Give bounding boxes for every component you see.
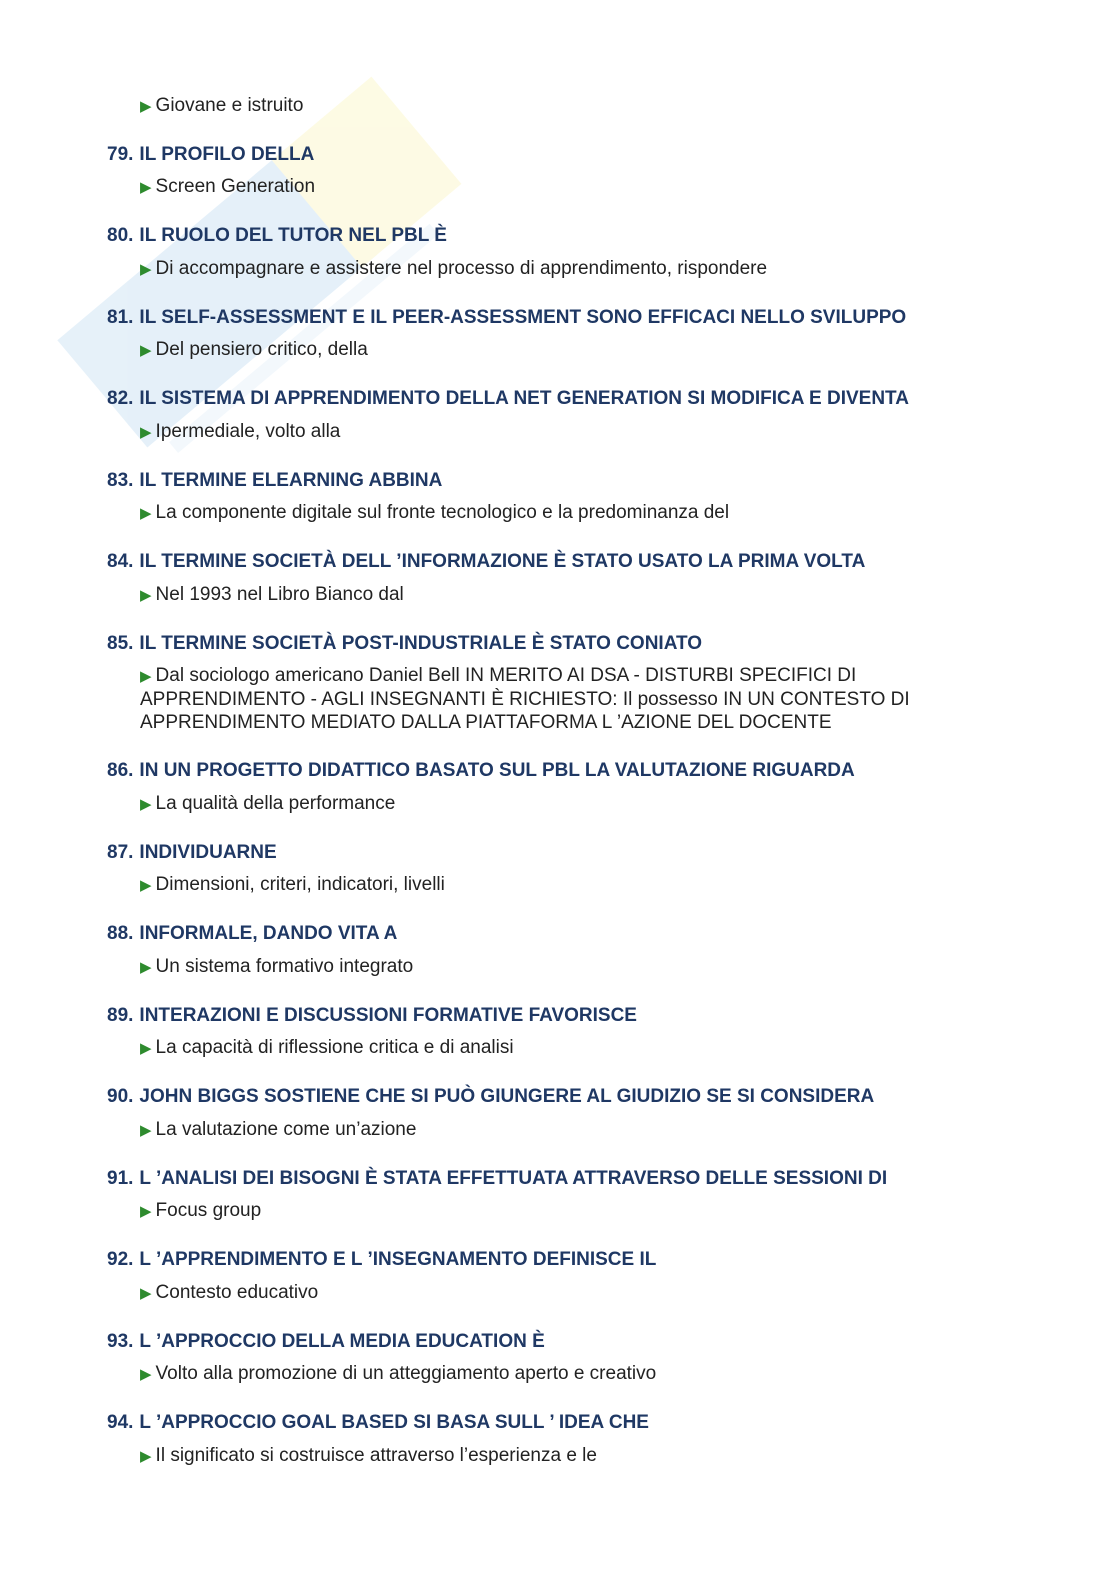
answer xyxy=(0,252,1116,281)
question-number: 89. xyxy=(107,1004,134,1026)
question-number: 86. xyxy=(107,760,134,781)
bullet-triangle-icon: ▶ xyxy=(140,505,152,522)
question-heading xyxy=(0,837,1116,869)
answer xyxy=(0,89,1116,118)
bullet-triangle-icon: ▶ xyxy=(140,1203,152,1220)
question-heading xyxy=(0,465,1116,497)
question-text: JOHN BIGGS SOSTIENE CHE SI PUÒ GIUNGERE AL GIUDIZIO SE SI CONSIDERA xyxy=(139,1086,875,1107)
answer-text: La capacità di riflessione critica e di analisi xyxy=(155,1037,514,1058)
question-heading xyxy=(0,918,1116,950)
question-heading xyxy=(0,755,1116,787)
question-number: 80. xyxy=(107,225,134,246)
answer xyxy=(0,1358,1116,1387)
question-heading xyxy=(0,139,1116,171)
question-number: 85. xyxy=(107,632,134,654)
question-number: 83. xyxy=(107,469,134,491)
answer xyxy=(0,334,1116,363)
question-text: INFORMALE, DANDO VITA A xyxy=(139,923,398,944)
question-text: IN UN PROGETTO DIDATTICO BASATO SUL PBL LA VALUTAZIONE RIGUARDA xyxy=(139,760,855,781)
bullet-triangle-icon: ▶ xyxy=(140,795,152,813)
bullet-triangle-icon: ▶ xyxy=(140,1121,152,1139)
answer-text: Contesto educativo xyxy=(155,1281,319,1303)
question-heading xyxy=(0,383,1116,415)
answer-text: Ipermediale, volto alla xyxy=(155,420,341,442)
answer-text: Il significato si costruisce attraverso l’esperienza e le xyxy=(155,1444,597,1466)
answer-text: Un sistema formativo integrato xyxy=(155,955,414,977)
answer xyxy=(0,497,1116,526)
question-number: 94. xyxy=(107,1412,134,1433)
question-text: INTERAZIONI E DISCUSSIONI FORMATIVE FAVORISCE xyxy=(139,1004,637,1026)
question-text: INDIVIDUARNE xyxy=(139,841,277,863)
answer-text: Di accompagnare e assistere nel processo di apprendimento, rispondere xyxy=(155,257,768,279)
question-text: IL PROFILO DELLA xyxy=(139,143,315,165)
question-heading xyxy=(0,1244,1116,1276)
question-number: 93. xyxy=(107,1330,134,1352)
bullet-triangle-icon: ▶ xyxy=(140,668,152,685)
question-number: 82. xyxy=(107,388,134,409)
answer xyxy=(0,1439,1116,1468)
document-body xyxy=(0,89,1116,1489)
question-number: 90. xyxy=(107,1086,134,1107)
question-list xyxy=(0,139,1116,1468)
answer xyxy=(0,578,1116,607)
question-text: IL TERMINE ELEARNING ABBINA xyxy=(139,469,443,491)
answer-text: La valutazione come un’azione xyxy=(155,1118,417,1140)
answer-text: Screen Generation xyxy=(155,176,316,197)
question-text: IL TERMINE SOCIETÀ POST-INDUSTRIALE È STATO CONIATO xyxy=(139,632,703,654)
answer xyxy=(0,415,1116,444)
question-text: IL SISTEMA DI APPRENDIMENTO DELLA NET GENERATION SI MODIFICA E DIVENTA xyxy=(139,388,909,409)
bullet-triangle-icon: ▶ xyxy=(140,97,152,115)
answer-text: Giovane e istruito xyxy=(155,94,304,116)
bullet-triangle-icon: ▶ xyxy=(140,1366,152,1383)
bullet-triangle-icon: ▶ xyxy=(140,423,152,441)
question-number: 91. xyxy=(107,1167,134,1189)
answer xyxy=(0,660,1116,735)
question-number: 87. xyxy=(107,841,134,863)
question-number: 81. xyxy=(107,306,134,328)
bullet-triangle-icon: ▶ xyxy=(140,586,152,604)
question-text: L ’ANALISI DEI BISOGNI È STATA EFFETTUATA ATTRAVERSO DELLE SESSIONI DI xyxy=(139,1167,888,1189)
answer-text: Nel 1993 nel Libro Bianco dal xyxy=(155,583,404,605)
answer-text: La qualità della performance xyxy=(155,792,396,814)
question-heading xyxy=(0,628,1116,660)
question-heading xyxy=(0,1081,1116,1113)
answer xyxy=(0,869,1116,898)
bullet-triangle-icon: ▶ xyxy=(140,260,152,278)
question-heading xyxy=(0,1163,1116,1195)
question-text: L ’APPROCCIO GOAL BASED SI BASA SULL ’ IDEA CHE xyxy=(139,1412,649,1433)
question-number: 79. xyxy=(107,143,134,165)
bullet-triangle-icon: ▶ xyxy=(140,1447,152,1465)
bullet-triangle-icon: ▶ xyxy=(140,1284,152,1302)
answer xyxy=(0,1276,1116,1305)
answer xyxy=(0,1195,1116,1224)
question-heading xyxy=(0,546,1116,578)
question-number: 84. xyxy=(107,551,134,572)
question-text: IL TERMINE SOCIETÀ DELL ’INFORMAZIONE È STATO USATO LA PRIMA VOLTA xyxy=(139,551,866,572)
answer xyxy=(0,171,1116,200)
bullet-triangle-icon: ▶ xyxy=(140,342,152,359)
answer-text: Del pensiero critico, della xyxy=(155,339,368,360)
answer-text: Focus group xyxy=(155,1200,262,1221)
question-heading xyxy=(0,1407,1116,1439)
answer xyxy=(0,787,1116,816)
answer-text: Dimensioni, criteri, indicatori, livelli xyxy=(155,874,445,895)
question-text: IL RUOLO DEL TUTOR NEL PBL È xyxy=(139,225,447,246)
question-heading xyxy=(0,1326,1116,1358)
question-number: 88. xyxy=(107,923,134,944)
question-number: 92. xyxy=(107,1249,134,1270)
bullet-triangle-icon: ▶ xyxy=(140,877,152,894)
answer xyxy=(0,1032,1116,1061)
answer-text: Dal sociologo americano Daniel Bell IN MERITO AI DSA - DISTURBI SPECIFICI DI APPRENDIMENTO - AGLI INSEGNANTI È RICHIESTO: Il possesso IN UN CONTESTO DI APPRENDIMENTO MEDIATO DALLA PIATTAFORMA L ’AZIONE DEL DOCENTE xyxy=(140,665,910,733)
bullet-triangle-icon: ▶ xyxy=(140,1040,152,1057)
answer xyxy=(0,1113,1116,1142)
bullet-triangle-icon: ▶ xyxy=(140,958,152,976)
question-text: IL SELF-ASSESSMENT E IL PEER-ASSESSMENT SONO EFFICACI NELLO SVILUPPO xyxy=(139,306,907,328)
question-text: L ’APPROCCIO DELLA MEDIA EDUCATION È xyxy=(139,1330,545,1352)
answer-text: Volto alla promozione di un atteggiamento aperto e creativo xyxy=(155,1363,657,1384)
bullet-triangle-icon: ▶ xyxy=(140,179,152,196)
answer xyxy=(0,950,1116,979)
question-heading xyxy=(0,220,1116,252)
question-heading xyxy=(0,1000,1116,1032)
question-heading xyxy=(0,302,1116,334)
question-text: L ’APPRENDIMENTO E L ’INSEGNAMENTO DEFINISCE IL xyxy=(139,1249,657,1270)
answer-text: La componente digitale sul fronte tecnologico e la predominanza del xyxy=(155,502,730,523)
